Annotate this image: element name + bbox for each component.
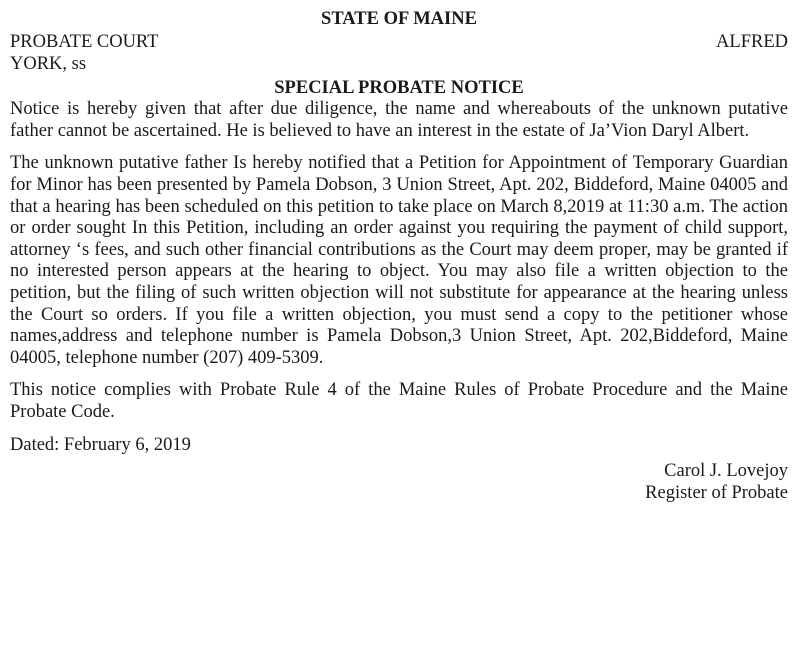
notice-paragraph-compliance: This notice complies with Probate Rule 4 of the Maine Rules of Probate Procedure and the Maine Probate Code.	[10, 380, 788, 422]
court-name: PROBATE COURT	[10, 32, 159, 52]
signatory-title: Register of Probate	[645, 483, 788, 504]
dated-line: Dated: February 6, 2019	[10, 434, 191, 455]
state-heading: STATE OF MAINE	[321, 9, 477, 29]
county-venue: YORK, ss	[10, 53, 87, 74]
notice-title: SPECIAL PROBATE NOTICE	[274, 78, 524, 99]
court-row	[10, 32, 788, 54]
notice-paragraph-intro: Notice is hereby given that after due diligence, the name and whereabouts of the unknown putative father cannot be ascertained. He is believed to have an interest in the estate of Ja’Vion Daryl Albert.	[10, 99, 788, 141]
signature-block	[10, 460, 788, 504]
signatory-name: Carol J. Lovejoy	[664, 461, 788, 482]
notice-paragraph-petition: The unknown putative father Is hereby notified that a Petition for Appointment of Temporary Guardian for Minor has been presented by Pamela Dobson, 3 Union Street, Apt. 202, Biddeford, Maine 04005 and that a hearing has been scheduled on this petition to take place on March 8,2019 at 11:30 a.m. The action or order sought In this Petition, including an order against you requiring the payment of child support, attorney ‘s fees, and such other financial contributions as the Court may deem proper, may be granted if no interested person appears at the hearing to object. You may also file a written objection to the petition, but the filing of such written objection will not substitute for appearance at the hearing unless the Court so orders. If you file a written objection, you must send a copy to the petitioner whose names,address and telephone number is Pamela Dobson,3 Union Street, Apt. 202,Biddeford, Maine 04005, telephone number (207) 409-5309.	[10, 153, 788, 368]
court-location: ALFRED	[716, 32, 788, 52]
